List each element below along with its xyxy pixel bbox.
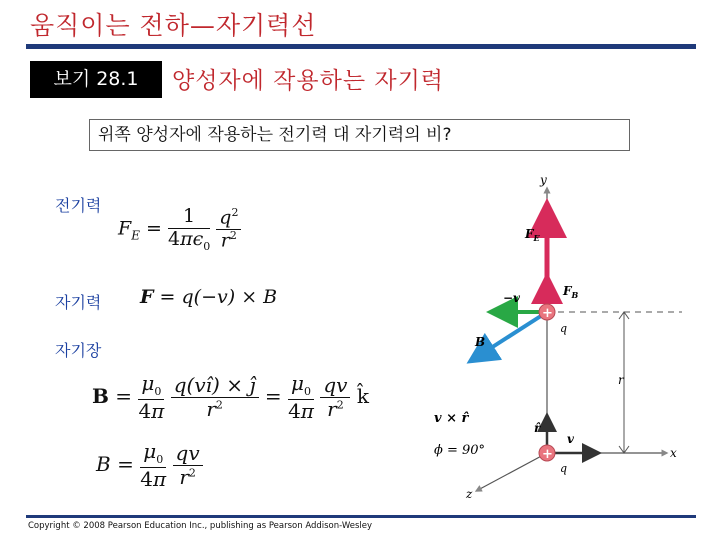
phi-label: ϕ = 90°: [434, 443, 486, 458]
magnetic-field-magnitude-equation: B = $\frac{\mu_0}{4\pi}$ $\frac{qv}{r^2}$: [96, 440, 203, 491]
neg-v-label: −v: [503, 291, 521, 305]
force-diagram: [420, 160, 700, 510]
electric-force-equation: $F_E$ = $\frac{1}{4\pi\epsilon_0}$ $\frac{q^2}{r^2}$: [118, 206, 241, 253]
copyright-text: Copyright © 2008 Pearson Education Inc., publishing as Pearson Addison-Wesley: [28, 521, 373, 531]
electric-force-label: 전기력: [55, 196, 102, 215]
magnetic-field-arrow: [480, 314, 544, 355]
z-axis: [478, 453, 547, 490]
r-label: r: [618, 373, 624, 387]
bottom-plus-sign: +: [542, 447, 553, 462]
b-label: B: [475, 335, 486, 349]
question-box: 위쪽 양성자에 작용하는 전기력 대 자기력의 비?: [89, 119, 630, 151]
fe-label: $F_E$: [525, 227, 540, 243]
x-axis-label: x: [670, 446, 677, 460]
q-bottom-label: q: [560, 462, 568, 475]
y-axis-label: y: [540, 173, 547, 187]
v-cross-r-label: v × r̂: [434, 411, 469, 426]
fb-label: $F_B$: [563, 284, 579, 300]
slide-title: 움직이는 전하—자기력선: [30, 11, 317, 40]
example-badge: 보기 28.1: [30, 61, 162, 98]
magnetic-field-label: 자기장: [55, 341, 102, 360]
q-top-label: q: [560, 322, 568, 335]
magnetic-force-equation: F = q(−v) × B: [140, 286, 278, 308]
z-axis-label: z: [466, 487, 473, 501]
example-subtitle: 양성자에 작용하는 자기력: [172, 68, 445, 94]
magnetic-field-vector-equation: B = $\frac{\mu_0}{4\pi}$ $\frac{q(vî) \times ĵ}{r^2}$ = $\frac{\mu_0}{4\pi}$ $\frac{qv}{r^2}$ k̂: [92, 371, 369, 423]
r-hat-label: r̂: [534, 421, 541, 435]
v-label: v: [567, 432, 574, 446]
magnetic-force-label: 자기력: [55, 293, 102, 312]
footer-rule: [26, 515, 696, 518]
title-rule: [26, 44, 696, 49]
top-plus-sign: +: [542, 306, 553, 321]
